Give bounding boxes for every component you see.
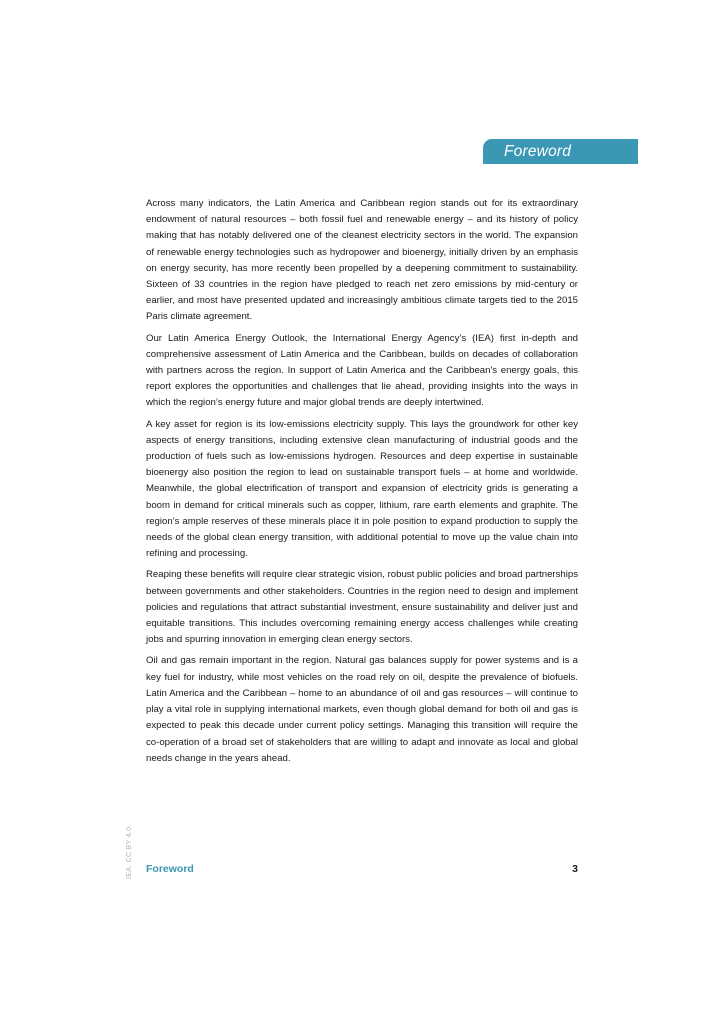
- footer-section-title: Foreword: [146, 863, 194, 875]
- section-header-tab: [483, 139, 638, 164]
- license-watermark: IEA. CC BY 4.0.: [126, 824, 133, 879]
- paragraph-2: Our Latin America Energy Outlook, the International Energy Agency’s (IEA) first in-depth and comprehensive assessment of Latin America and the Caribbean, builds on decades of collaboration with partners across the region. In support of Latin America and the Caribbean's energy goals, this report explores the opportunities and challenges that lie ahead, providing insights into the ways in which the region’s energy future and major global trends are deeply intertwined.: [146, 332, 578, 409]
- section-header-title: Foreword: [504, 143, 572, 160]
- paragraph-1: Across many indicators, the Latin America and Caribbean region stands out for its extraordinary endowment of natural resources – both fossil fuel and renewable energy – and its history of policy making that has notably delivered one of the cleanest electricity sectors in the world. The expansion of renewable energy technologies such as hydropower and bioenergy, initially driven by an emphasis on energy security, has more recently been propelled by a deepening commitment to sustainability. Sixteen of 33 countries in the region have pledged to reach net zero emissions by mid-century or earlier, and most have presented updated and increasingly ambitious climate targets tied to the 2015 Paris climate agreement.: [146, 198, 578, 323]
- paragraph-4: Reaping these benefits will require clear strategic vision, robust public policies and broad partnerships between governments and other stakeholders. Countries in the region need to design and implement policies and regulations that attract substantial investment, ensure sustainability and deliver just and equitable transitions. This includes overcoming remaining energy access challenges while creating jobs and spurring innovation in emerging clean energy sectors.: [146, 569, 578, 646]
- paragraph-5: Oil and gas remain important in the region. Natural gas balances supply for power systems and is a key fuel for industry, while most vehicles on the road rely on oil, despite the prevalence of biofuels. Latin America and the Caribbean – home to an abundance of oil and gas resources – will continue to play a vital role in supplying international markets, even though global demand for both oil and gas is expected to peak this decade under current policy settings. Managing this transition will require the co-operation of a broad set of stakeholders that are willing to adapt and innovate as local and global needs change in the years ahead.: [146, 655, 578, 764]
- paragraph-3: A key asset for region is its low-emissions electricity supply. This lays the groundwork for other key aspects of energy transitions, including extensive clean manufacturing of industrial goods and the production of fuels such as low-emissions hydrogen. Resources and deep expertise in sustainable bioenergy also position the region to lead on sustainable transport fuels – at home and worldwide. Meanwhile, the global electrification of transport and expansion of electricity grids is generating a boom in demand for critical minerals such as copper, lithium, rare earth elements and graphite. The region’s ample reserves of these minerals place it in pole position to expand production to supply the needs of the global clean energy transition, with additional potential to move up the value chain into refining and processing.: [146, 418, 578, 560]
- footer-page-number: 3: [572, 863, 578, 875]
- foreword-body: [146, 196, 578, 772]
